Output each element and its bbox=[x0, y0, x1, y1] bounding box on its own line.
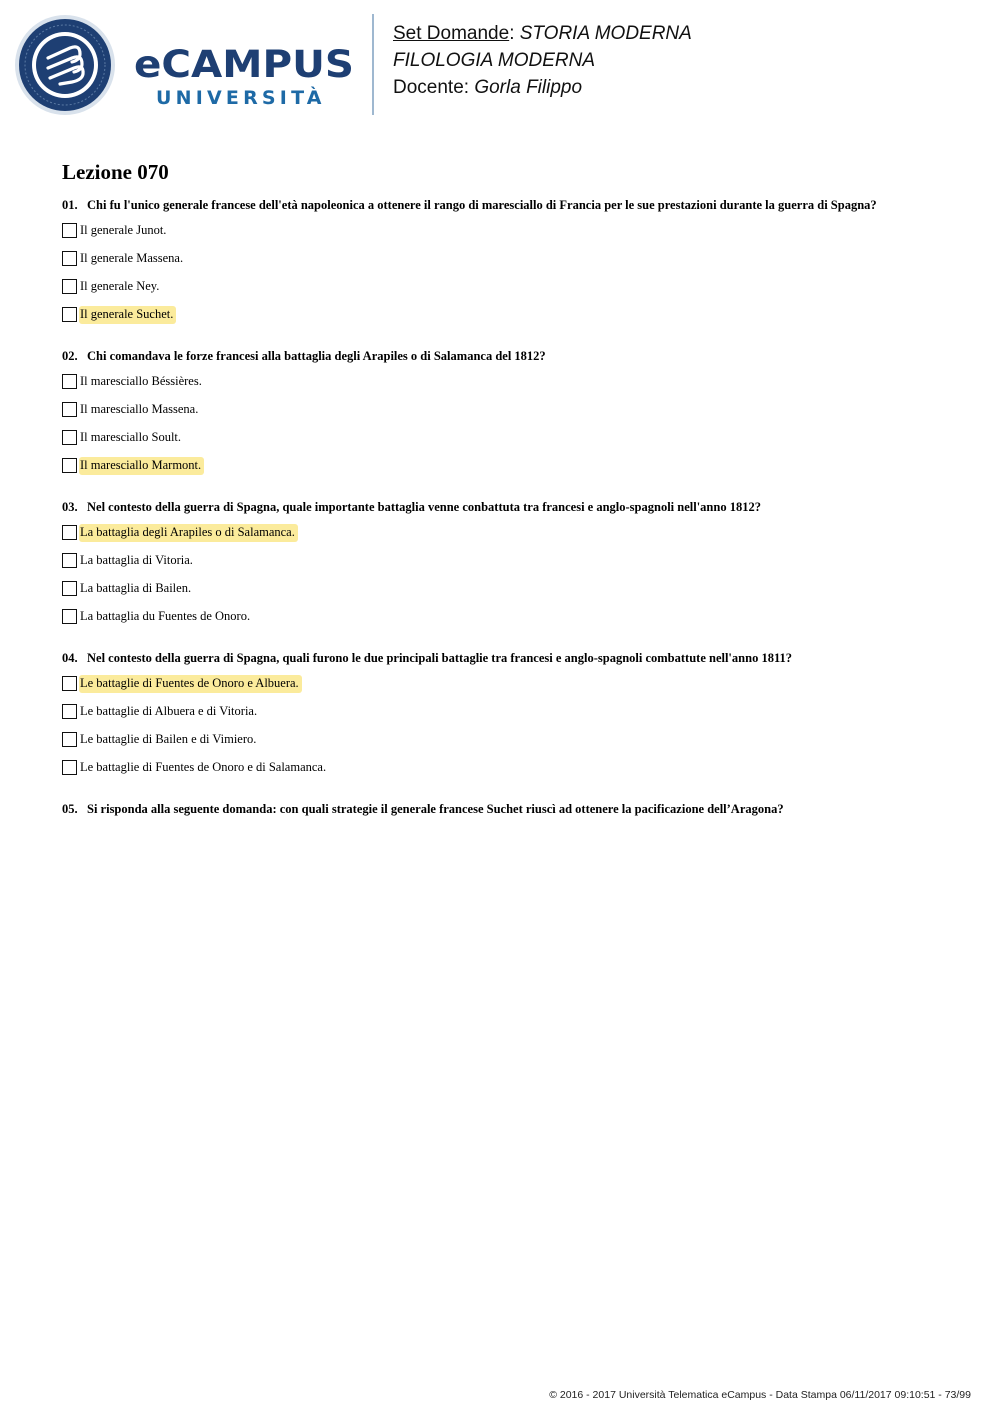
set-label: Set Domande bbox=[393, 23, 510, 44]
answer-options bbox=[62, 374, 962, 486]
question-number: 04. bbox=[62, 651, 78, 665]
course-name: FILOLOGIA MODERNA bbox=[393, 50, 595, 71]
set-separator: : bbox=[509, 23, 515, 44]
answer-label: Le battaglie di Albuera e di Vitoria. bbox=[80, 704, 258, 718]
question-body: Nel contesto della guerra di Spagna, quali furono le due principali battaglie tra francesi e anglo-spagnoli combattute nell'anno 1811? bbox=[87, 651, 792, 665]
answer-label: Le battaglie di Fuentes de Onoro e di Salamanca. bbox=[80, 760, 327, 774]
answer-options bbox=[62, 676, 962, 788]
answer-option bbox=[62, 251, 962, 279]
answer-option bbox=[62, 760, 962, 788]
answer-label: Le battaglie di Bailen e di Vimiero. bbox=[80, 732, 257, 746]
header-divider bbox=[372, 14, 374, 115]
answer-checkbox[interactable] bbox=[62, 430, 77, 445]
set-line bbox=[393, 20, 692, 47]
answer-label: Il maresciallo Soult. bbox=[80, 430, 182, 444]
teacher-label: Docente: bbox=[393, 77, 470, 98]
answer-checkbox[interactable] bbox=[62, 581, 77, 596]
question-body: Nel contesto della guerra di Spagna, quale importante battaglia venne conbattuta tra francesi e anglo-spagnoli nell'anno 1812? bbox=[87, 500, 761, 514]
answer-option bbox=[62, 732, 962, 760]
lesson-title: Lezione 070 bbox=[62, 160, 169, 184]
teacher-name: Gorla Filippo bbox=[474, 77, 583, 98]
answer-label-highlighted: Le battaglie di Fuentes de Onoro e Albuera. bbox=[79, 675, 302, 693]
question-number: 01. bbox=[62, 198, 78, 212]
answer-option bbox=[62, 430, 962, 458]
answer-option bbox=[62, 609, 962, 637]
answer-checkbox[interactable] bbox=[62, 525, 77, 540]
question-text bbox=[62, 500, 962, 515]
answer-option bbox=[62, 704, 962, 732]
question-text bbox=[62, 651, 962, 666]
question-block bbox=[62, 349, 962, 486]
answer-option bbox=[62, 676, 962, 704]
answer-options bbox=[62, 223, 962, 335]
answer-label: Il maresciallo Massena. bbox=[80, 402, 199, 416]
question-text bbox=[62, 198, 962, 213]
answer-checkbox[interactable] bbox=[62, 676, 77, 691]
answer-checkbox[interactable] bbox=[62, 251, 77, 266]
answer-option bbox=[62, 402, 962, 430]
question-text bbox=[62, 349, 962, 364]
answer-label-highlighted: La battaglia degli Arapiles o di Salamanca. bbox=[79, 524, 298, 542]
question-body: Si risponda alla seguente domanda: con quali strategie il generale francese Suchet riuscì ad ottenere la pacificazione dell’Aragona? bbox=[87, 802, 784, 816]
answer-checkbox[interactable] bbox=[62, 402, 77, 417]
ecampus-wordmark bbox=[134, 43, 356, 83]
answer-label: Il generale Ney. bbox=[80, 279, 160, 293]
answer-label: Il maresciallo Béssières. bbox=[80, 374, 202, 388]
answer-option bbox=[62, 307, 962, 335]
answer-option bbox=[62, 581, 962, 609]
question-block bbox=[62, 651, 962, 788]
answer-option bbox=[62, 553, 962, 581]
teacher-line bbox=[393, 74, 692, 101]
header-info bbox=[393, 20, 692, 101]
answer-label: Il generale Junot. bbox=[80, 223, 167, 237]
question-text bbox=[62, 802, 962, 817]
question-body: Chi fu l'unico generale francese dell'età napoleonica a ottenere il rango di maresciallo di Francia per le sue prestazioni durante la guerra di Spagna? bbox=[87, 198, 877, 212]
answer-option bbox=[62, 279, 962, 307]
question-number: 05. bbox=[62, 802, 78, 816]
logo-subtitle: UNIVERSITÀ bbox=[156, 87, 326, 109]
ecampus-seal-logo bbox=[14, 14, 116, 116]
answer-label-highlighted: Il maresciallo Marmont. bbox=[79, 457, 204, 475]
answer-checkbox[interactable] bbox=[62, 760, 77, 775]
answer-checkbox[interactable] bbox=[62, 609, 77, 624]
answer-label-highlighted: Il generale Suchet. bbox=[79, 306, 176, 324]
answer-label: La battaglia di Vitoria. bbox=[80, 553, 193, 567]
answer-checkbox[interactable] bbox=[62, 553, 77, 568]
answer-checkbox[interactable] bbox=[62, 458, 77, 473]
question-block bbox=[62, 802, 962, 817]
answer-option bbox=[62, 525, 962, 553]
question-number: 02. bbox=[62, 349, 78, 363]
question-number: 03. bbox=[62, 500, 78, 514]
answer-checkbox[interactable] bbox=[62, 374, 77, 389]
question-body: Chi comandava le forze francesi alla battaglia degli Arapiles o di Salamanca del 1812? bbox=[87, 349, 546, 363]
svg-text:eCAMPUS: eCAMPUS bbox=[134, 43, 354, 83]
page-footer: © 2016 - 2017 Università Telematica eCampus - Data Stampa 06/11/2017 09:10:51 - 73/99 bbox=[549, 1389, 971, 1401]
answer-label: La battaglia du Fuentes de Onoro. bbox=[80, 609, 251, 623]
answer-option bbox=[62, 374, 962, 402]
answer-label: Il generale Massena. bbox=[80, 251, 184, 265]
question-block bbox=[62, 198, 962, 335]
answer-option bbox=[62, 223, 962, 251]
answer-option bbox=[62, 458, 962, 486]
answer-checkbox[interactable] bbox=[62, 732, 77, 747]
answer-checkbox[interactable] bbox=[62, 704, 77, 719]
set-value: STORIA MODERNA bbox=[519, 23, 692, 44]
answer-label: La battaglia di Bailen. bbox=[80, 581, 192, 595]
answer-checkbox[interactable] bbox=[62, 223, 77, 238]
answer-checkbox[interactable] bbox=[62, 279, 77, 294]
question-block bbox=[62, 500, 962, 637]
answer-options bbox=[62, 525, 962, 637]
answer-checkbox[interactable] bbox=[62, 307, 77, 322]
